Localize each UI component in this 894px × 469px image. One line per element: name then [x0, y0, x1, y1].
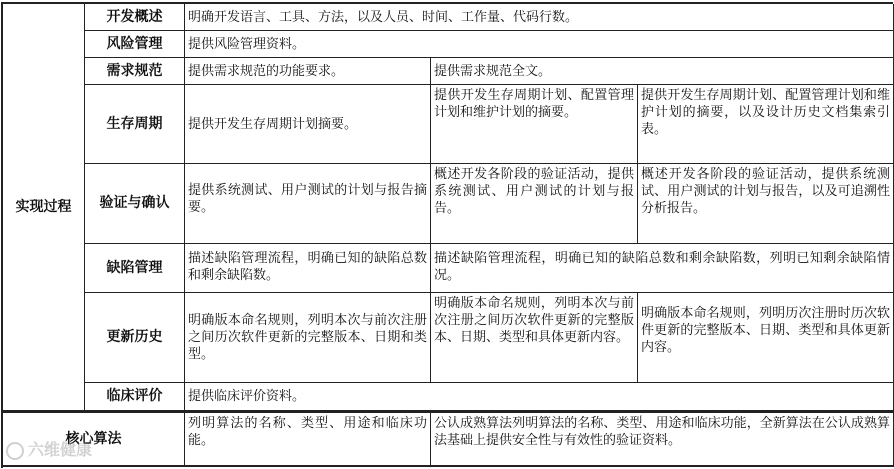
cell-dev-overview: 明确开发语言、工具、方法，以及人员、时间、工作量、代码行数。 — [185, 4, 894, 31]
cell-requirements-basic: 提供需求规范的功能要求。 — [185, 58, 431, 85]
cell-core-2: 公认成熟算法列明算法的名称、类型、用途和临床功能，全新算法在公认成熟算法基础上提供安全性与有效性的验证资料。 — [431, 411, 894, 467]
cell-vv-3: 概述开发各阶段的验证活动，提供系统测试、用户测试的计划与报告，以及可追溯性分析报告。 — [638, 164, 894, 244]
watermark: 六维健康 — [6, 437, 92, 460]
cell-clinical: 提供临床评价资料。 — [185, 383, 894, 411]
cell-requirements-full: 提供需求规范全文。 — [431, 58, 894, 85]
cell-vv-2: 概述开发各阶段的验证活动，提供系统测试、用户测试的计划与报告。 — [431, 164, 638, 244]
row-label-vv: 验证与确认 — [85, 164, 185, 244]
cell-defects-1: 描述缺陷管理流程，明确已知的缺陷总数和剩余缺陷数。 — [185, 244, 431, 293]
cell-history-1: 明确版本命名规则，列明本次与前次注册之间历次软件更新的完整版本、日期和类型。 — [185, 293, 431, 383]
row-label-defects: 缺陷管理 — [85, 244, 185, 293]
group-label-implementation: 实现过程 — [3, 4, 85, 411]
row-label-risk-mgmt: 风险管理 — [85, 31, 185, 58]
cell-vv-1: 提供系统测试、用户测试的计划与报告摘要。 — [185, 164, 431, 244]
row-label-requirements: 需求规范 — [85, 58, 185, 85]
cell-lifecycle-3: 提供开发生存周期计划、配置管理计划和维护计划的摘要，以及设计历史文档集索引表。 — [638, 85, 894, 164]
row-label-lifecycle: 生存周期 — [85, 85, 185, 164]
cell-risk-mgmt: 提供风险管理资料。 — [185, 31, 894, 58]
cell-lifecycle-2: 提供开发生存周期计划、配置管理计划和维护计划的摘要。 — [431, 85, 638, 164]
cell-core-1: 列明算法的名称、类型、用途和临床功能。 — [185, 411, 431, 467]
row-label-history: 更新历史 — [85, 293, 185, 383]
cell-history-3: 明确版本命名规则，列明历次注册时历次软件更新的完整版本、日期、类型和具体更新内容。 — [638, 293, 894, 383]
cell-lifecycle-1: 提供开发生存周期计划摘要。 — [185, 85, 431, 164]
row-label-dev-overview: 开发概述 — [85, 4, 185, 31]
cell-defects-2: 描述缺陷管理流程，明确已知的缺陷总数和剩余缺陷数，列明已知剩余缺陷情况。 — [431, 244, 894, 293]
cell-history-2: 明确版本命名规则，列明本次与前次注册之间历次软件更新的完整版本、日期、类型和具体更新内容。 — [431, 293, 638, 383]
row-label-core-algorithm: 核心算法 — [3, 411, 185, 467]
row-label-clinical: 临床评价 — [85, 383, 185, 411]
spec-table — [1, 2, 893, 468]
